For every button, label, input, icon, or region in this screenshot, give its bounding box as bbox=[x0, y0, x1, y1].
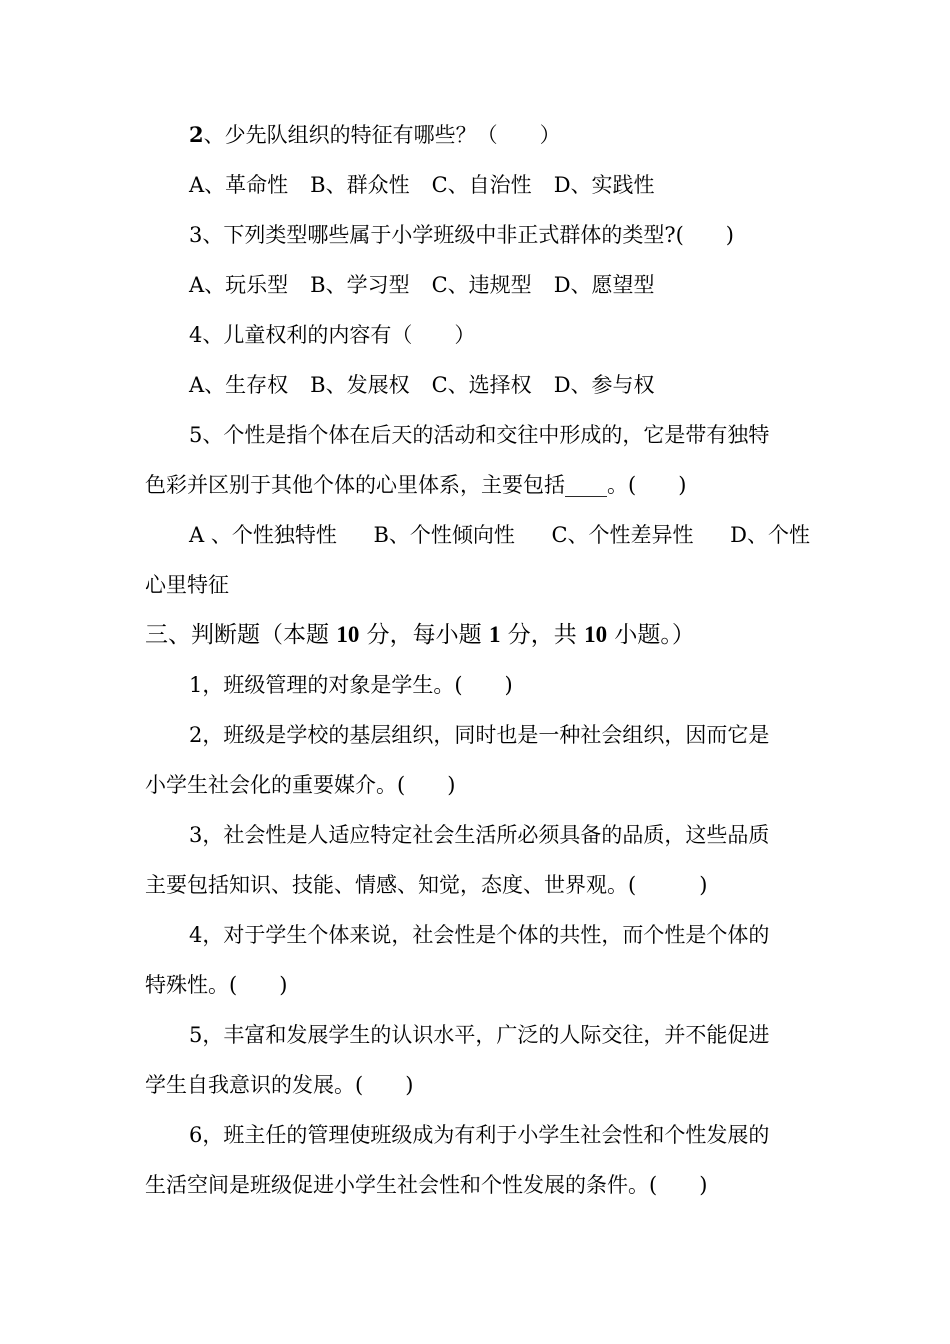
question-3: 3、下列类型哪些属于小学班级中非正式群体的类型?( ) bbox=[189, 223, 735, 247]
judgment-item-3-line-2: 主要包括知识、技能、情感、知觉，态度、世界观。( ) bbox=[145, 873, 708, 897]
judgment-item-4-line-2: 特殊性。( ) bbox=[145, 973, 288, 997]
option-b: B、发展权 bbox=[310, 373, 410, 397]
option-d: D、愿望型 bbox=[553, 273, 655, 297]
option-c: C、个性差异性 bbox=[551, 523, 694, 547]
question-3-options bbox=[145, 260, 810, 310]
option-d: D、实践性 bbox=[553, 173, 655, 197]
option-b: B、学习型 bbox=[310, 273, 410, 297]
option-c: C、自治性 bbox=[431, 173, 532, 197]
option-a: A、玩乐型 bbox=[189, 273, 289, 297]
option-a: A、生存权 bbox=[189, 373, 289, 397]
judgment-item-5-line-2: 学生自我意识的发展。( ) bbox=[145, 1073, 414, 1097]
judgment-item-6-line-2: 生活空间是班级促进小学生社会性和个性发展的条件。( ) bbox=[145, 1173, 708, 1197]
question-4-options bbox=[145, 360, 810, 410]
document-page bbox=[145, 110, 810, 1210]
option-d: D、个性 bbox=[730, 523, 810, 547]
option-b: B、个性倾向性 bbox=[373, 523, 515, 547]
question-5-line-1: 5、个性是指个体在后天的活动和交往中形成的，它是带有独特 bbox=[189, 423, 770, 447]
question-2-options bbox=[145, 160, 810, 210]
judgment-item-5-line-1: 5，丰富和发展学生的认识水平，广泛的人际交往，并不能促进 bbox=[189, 1023, 770, 1047]
question-5-line-2: 色彩并区别于其他个体的心里体系，主要包括____。( ) bbox=[145, 473, 687, 497]
option-b: B、群众性 bbox=[310, 173, 410, 197]
question-5-options bbox=[145, 510, 810, 560]
judgment-item-6-line-1: 6，班主任的管理使班级成为有利于小学生社会性和个性发展的 bbox=[189, 1123, 770, 1147]
option-d: D、参与权 bbox=[553, 373, 655, 397]
question-2 bbox=[145, 110, 810, 160]
judgment-item-4-line-1: 4，对于学生个体来说，社会性是个体的共性，而个性是个体的 bbox=[189, 923, 770, 947]
question-number: 2 bbox=[189, 122, 204, 147]
judgment-item-2-line-1: 2，班级是学校的基层组织，同时也是一种社会组织，因而它是 bbox=[189, 723, 770, 747]
judgment-item-2-line-2: 小学生社会化的重要媒介。( ) bbox=[145, 773, 456, 797]
question-4: 4、儿童权利的内容有（ ） bbox=[189, 323, 476, 347]
judgment-item-1: 1，班级管理的对象是学生。( ) bbox=[189, 673, 513, 697]
question-text: 、少先队组织的特征有哪些？（ ） bbox=[203, 123, 561, 147]
judgment-item-3-line-1: 3，社会性是人适应特定社会生活所必须具备的品质，这些品质 bbox=[189, 823, 770, 847]
question-5-options-cont: 心里特征 bbox=[145, 573, 229, 597]
section-heading: 三、判断题（本题 10 分，每小题 1 分，共 10 小题。） bbox=[145, 622, 695, 648]
option-a: A、革命性 bbox=[189, 173, 289, 197]
option-c: C、违规型 bbox=[431, 273, 532, 297]
option-a: A 、个性独特性 bbox=[189, 523, 337, 547]
option-c: C、选择权 bbox=[431, 373, 532, 397]
